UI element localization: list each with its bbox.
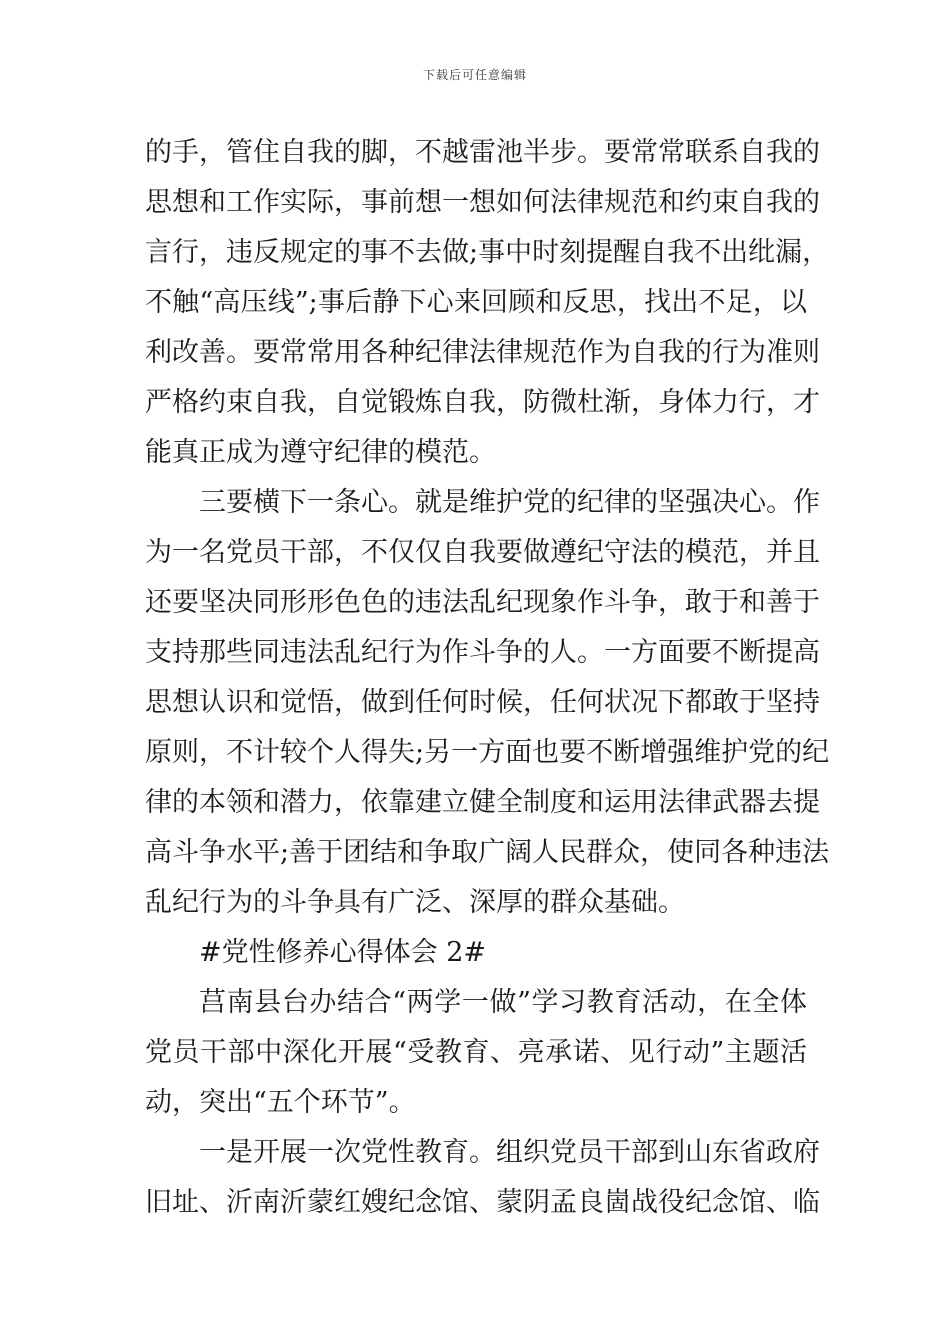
text-line-3: 言行，违反规定的事不去做;事中时刻提醒自我不出纰漏， bbox=[145, 237, 830, 268]
text-line-6: 严格约束自我，自觉锻炼自我，防微杜渐，身体力行，才 bbox=[145, 387, 820, 418]
text-line-2: 思想和工作实际，事前想一想如何法律规范和约束自我的 bbox=[145, 187, 820, 218]
text-line-5: 利改善。要常常用各种纪律法律规范作为自我的行为准则 bbox=[145, 337, 820, 368]
text-line-18: 莒南县台办结合“两学一做”学习教育活动，在全体 bbox=[199, 987, 807, 1018]
text-line-1: 的手，管住自我的脚，不越雷池半步。要常常联系自我的 bbox=[145, 137, 820, 168]
text-line-16: 乱纪行为的斗争具有广泛、深厚的群众基础。 bbox=[145, 887, 685, 918]
section-heading: #党性修养心得体会 2# bbox=[199, 937, 487, 968]
text-line-19: 党员干部中深化开展“受教育、亮承诺、见行动”主题活 bbox=[145, 1037, 807, 1068]
text-line-8: 三要横下一条心。就是维护党的纪律的坚强决心。作 bbox=[199, 487, 820, 518]
text-line-14: 律的本领和潜力，依靠建立健全制度和运用法律武器去提 bbox=[145, 787, 820, 818]
text-line-10: 还要坚决同形形色色的违法乱纪现象作斗争，敢于和善于 bbox=[145, 587, 820, 618]
text-line-13: 原则，不计较个人得失;另一方面也要不断增强维护党的纪 bbox=[145, 737, 830, 768]
text-line-15: 高斗争水平;善于团结和争取广阔人民群众，使同各种违法 bbox=[145, 837, 830, 868]
document-body bbox=[145, 128, 830, 1228]
page-header-note: 下载后可任意编辑 bbox=[422, 68, 527, 82]
text-line-7: 能真正成为遵守纪律的模范。 bbox=[145, 437, 496, 468]
text-line-11: 支持那些同违法乱纪行为作斗争的人。一方面要不断提高 bbox=[145, 637, 820, 668]
text-line-21: 一是开展一次党性教育。组织党员干部到山东省政府 bbox=[199, 1137, 820, 1168]
text-line-9: 为一名党员干部，不仅仅自我要做遵纪守法的模范，并且 bbox=[145, 537, 820, 568]
text-line-20: 动，突出“五个环节”。 bbox=[145, 1087, 416, 1118]
text-line-4: 不触“高压线”;事后静下心来回顾和反思，找出不足，以 bbox=[145, 287, 807, 318]
text-line-22: 旧址、沂南沂蒙红嫂纪念馆、蒙阴孟良崮战役纪念馆、临 bbox=[145, 1187, 820, 1218]
text-line-12: 思想认识和觉悟，做到任何时候，任何状况下都敢于坚持 bbox=[145, 687, 820, 718]
